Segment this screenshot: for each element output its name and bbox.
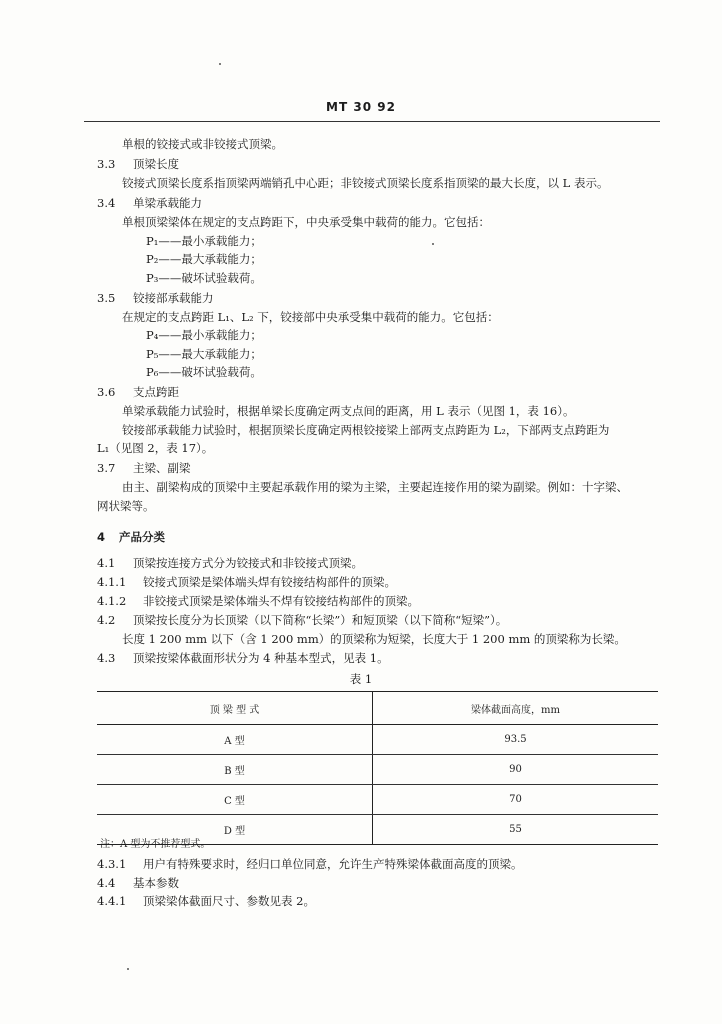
section-3-6-body: 单梁承载能力试验时，根据单梁长度确定两支点间的距离，用 L 表示（见图 1，表 16）。 — [122, 404, 575, 418]
section-3-7-body: 网状梁等。 — [97, 499, 155, 513]
section-3-3-heading: 3.3 顶梁长度 — [97, 157, 179, 171]
table-note: 注：A 型为不推荐型式。 — [100, 839, 211, 850]
table-cell: B 型 — [97, 755, 373, 785]
section-4-1-2: 4.1.2 非铰接式顶梁是梁体端头不焊有铰接结构部件的顶梁。 — [97, 594, 419, 608]
definition-item: P₃——破坏试验载荷。 — [146, 271, 262, 285]
section-3-4-heading: 3.4 单梁承载能力 — [97, 196, 202, 210]
section-3-3-body: 铰接式顶梁长度系指顶梁两端销孔中心距；非铰接式顶梁长度系指顶梁的最大长度，以 L 表示。 — [122, 176, 609, 190]
section-3-6-heading: 3.6 支点跨距 — [97, 385, 179, 399]
scan-speck — [127, 968, 129, 970]
definition-item: P₄——最小承载能力； — [146, 328, 262, 342]
table-cell: D 型 — [97, 815, 373, 845]
section-4-3-1: 4.3.1 用户有特殊要求时，经归口单位同意，允许生产特殊梁体截面高度的顶梁。 — [97, 857, 523, 871]
text-line: 单根的铰接式或非铰接式顶梁。 — [122, 137, 283, 151]
section-4-heading: 4 产品分类 — [97, 530, 165, 544]
table-header-row — [97, 692, 658, 725]
table-1 — [97, 691, 658, 845]
table-row — [97, 725, 658, 755]
table-header-cell: 梁体截面高度，mm — [373, 692, 659, 725]
table-cell: 90 — [373, 755, 659, 785]
table-cell: 93.5 — [373, 725, 659, 755]
scan-speck — [219, 63, 221, 65]
table-cell: A 型 — [97, 725, 373, 755]
section-3-7-heading: 3.7 主梁、副梁 — [97, 461, 191, 475]
section-4-2-body: 长度 1 200 mm 以下（含 1 200 mm）的顶梁称为短梁，长度大于 1 200 mm 的顶梁称为长梁。 — [122, 632, 626, 646]
definition-item: P₁——最小承载能力； — [146, 234, 262, 248]
section-4-3: 4.3 顶梁按梁体截面形状分为 4 种基本型式，见表 1。 — [97, 651, 389, 665]
definition-item: P₅——最大承载能力； — [146, 347, 262, 361]
page-header: MT 30 92 — [326, 100, 396, 114]
section-3-6-body: 铰接部承载能力试验时，根据顶梁长度确定两根铰接梁上部两支点跨距为 L₂，下部两支点跨距为 — [122, 423, 610, 437]
section-3-5-heading: 3.5 铰接部承载能力 — [97, 291, 214, 305]
section-4-4-1: 4.4.1 顶梁梁体截面尺寸、参数见表 2。 — [97, 894, 315, 908]
table-row — [97, 755, 658, 785]
table-cell: 55 — [373, 815, 659, 845]
table-row — [97, 785, 658, 815]
table-cell: C 型 — [97, 785, 373, 815]
section-3-5-body: 在规定的支点跨距 L₁、L₂ 下，铰接部中央承受集中载荷的能力。它包括： — [122, 310, 499, 324]
section-4-2: 4.2 顶梁按长度分为长顶梁（以下简称“长梁”）和短顶梁（以下简称“短梁”）。 — [97, 613, 508, 627]
header-rule — [84, 121, 660, 122]
section-4-1-1: 4.1.1 铰接式顶梁是梁体端头焊有铰接结构部件的顶梁。 — [97, 575, 396, 589]
definition-item: P₂——最大承载能力； — [146, 252, 262, 266]
table-cell: 70 — [373, 785, 659, 815]
section-3-6-body: L₁（见图 2，表 17）。 — [97, 441, 214, 455]
section-3-7-body: 由主、副梁构成的顶梁中主要起承载作用的梁为主梁，主要起连接作用的梁为副梁。例如：十字梁、 — [122, 480, 628, 494]
table-header-cell: 顶 梁 型 式 — [97, 692, 373, 725]
section-3-4-body: 单根顶梁梁体在规定的支点跨距下，中央承受集中载荷的能力。它包括： — [122, 215, 490, 229]
section-4-1: 4.1 顶梁按连接方式分为铰接式和非铰接式顶梁。 — [97, 556, 363, 570]
table-title: 表 1 — [349, 672, 373, 686]
scan-speck — [432, 243, 434, 245]
section-4-4-heading: 4.4 基本参数 — [97, 876, 179, 890]
definition-item: P₆——破坏试验载荷。 — [146, 365, 262, 379]
